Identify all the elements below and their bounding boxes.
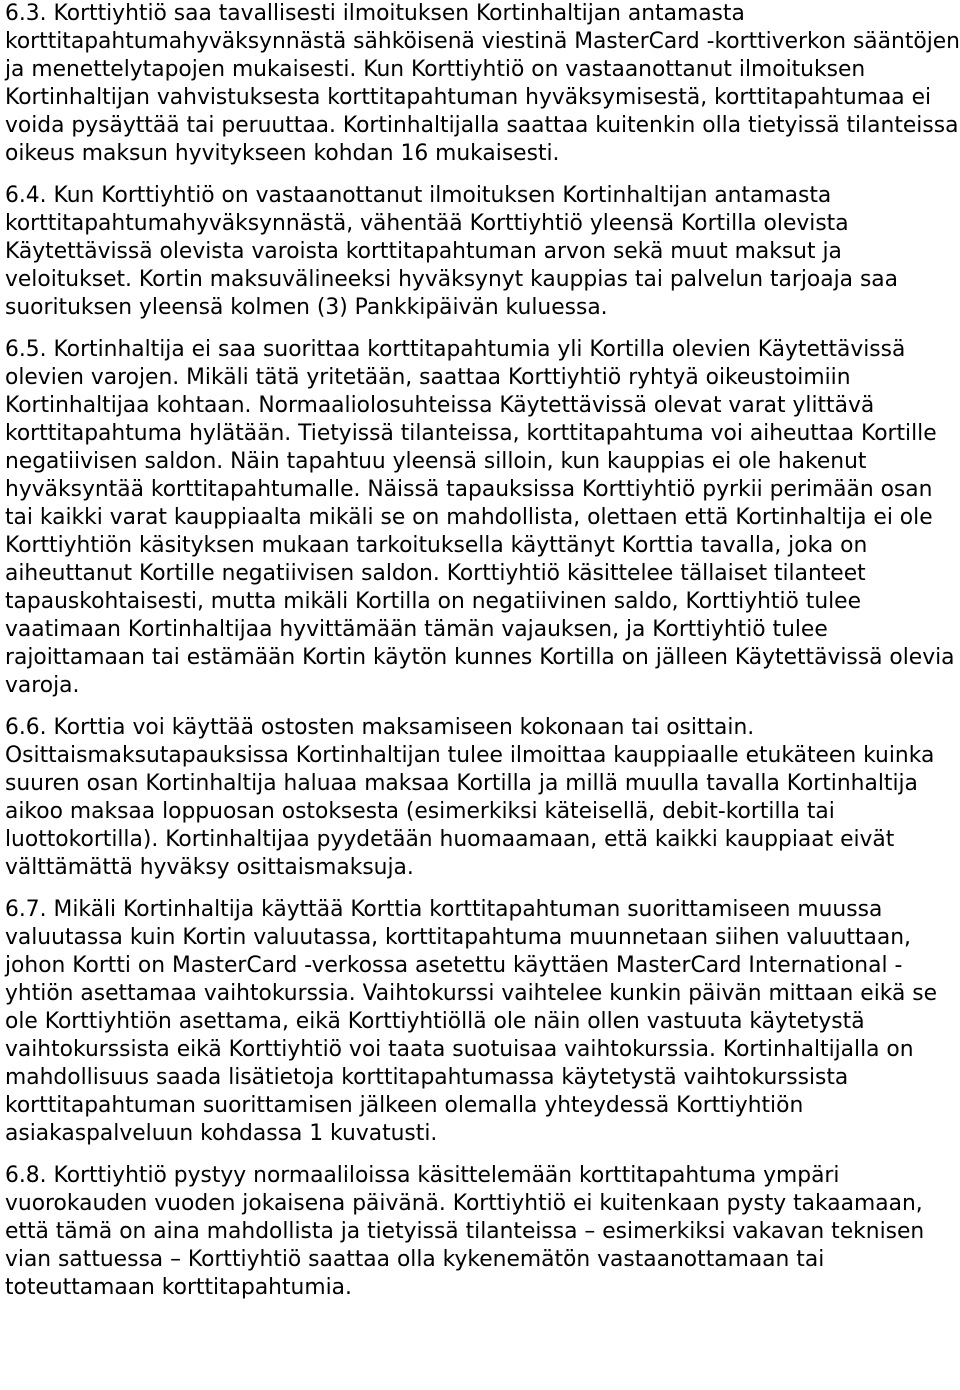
section-number: 6.5. <box>5 337 47 362</box>
section-6-3 <box>5 0 960 168</box>
section-number: 6.7. <box>5 897 47 922</box>
section-text: Mikäli Kortinhaltija käyttää Korttia korttitapahtuman suorittamiseen muussa valuutassa kuin Kortin valuutassa, korttitapahtuma muunnetaan siihen valuuttaan, johon Kortti on MasterCard -verkossa asetettu käyttäen MasterCard International -yhtiön asettamaa vaihtokurssia. Vaihtokurssi vaihtelee kunkin päivän mittaan eikä se ole Korttiyhtiön asettama, eikä Korttiyhtiöllä ole näin ollen vastuuta käytetystä vaihtokurssista eikä Korttiyhtiö voi taata suotuisaa vaihtokurssia. Kortinhaltijalla on mahdollisuus saada lisätietoja korttitapahtumassa käytetystä vaihtokurssista korttitapahtuman suorittamisen jälkeen olemalla yhteydessä Korttiyhtiön asiakaspalveluun kohdassa 1 kuvatusti. <box>5 897 938 1146</box>
section-text: Korttia voi käyttää ostosten maksamiseen kokonaan tai osittain. Osittaismaksutapauksissa Kortinhaltijan tulee ilmoittaa kauppiaalle etukäteen kuinka suuren osan Kortinhaltija haluaa maksaa Kortilla ja millä muulla tavalla Kortinhaltija aikoo maksaa loppuosan ostoksesta (esimerkiksi käteisellä, debit-kortilla tai luottokortilla). Kortinhaltijaa pyydetään huomaamaan, että kaikki kauppiaat eivät välttämättä hyväksy osittaismaksuja. <box>5 715 935 880</box>
section-text: Kun Korttiyhtiö on vastaanottanut ilmoituksen Kortinhaltijan antamasta korttitapahtumahyväksynnästä, vähentää Korttiyhtiö yleensä Kortilla olevista Käytettävissä olevista varoista korttitapahtuman arvon sekä muut maksut ja veloitukset. Kortin maksuvälineeksi hyväksynyt kauppias tai palvelun tarjoaja saa suorituksen yleensä kolmen (3) Pankkipäivän kuluessa. <box>5 183 899 320</box>
section-text: Kortinhaltija ei saa suorittaa korttitapahtumia yli Kortilla olevien Käytettävissä olevien varojen. Mikäli tätä yritetään, saattaa Korttiyhtiö ryhtyä oikeustoimiin Kortinhaltijaa kohtaan. Normaaliolosuhteissa Käytettävissä olevat varat ylittävä korttitapahtuma hylätään. Tietyissä tilanteissa, korttitapahtuma voi aiheuttaa Kortille negatiivisen saldon. Näin tapahtuu yleensä silloin, kun kauppias ei ole hakenut hyväksyntää korttitapahtumalle. Näissä tapauksissa Korttiyhtiö pyrkii perimään osan tai kaikki varat kauppiaalta mikäli se on mahdollista, olettaen että Kortinhaltija ei ole Korttiyhtiön käsityksen mukaan tarkoituksella käyttänyt Korttia tavalla, joka on aiheuttanut Kortille negatiivisen saldon. Korttiyhtiö käsittelee tällaiset tilanteet tapauskohtaisesti, mutta mikäli Kortilla on negatiivinen saldo, Korttiyhtiö tulee vaatimaan Kortinhaltijaa hyvittämään tämän vajauksen, ja Korttiyhtiö tulee rajoittamaan tai estämään Kortin käytön kunnes Kortilla on jälleen Käytettävissä olevia varoja. <box>5 337 955 698</box>
section-text: Korttiyhtiö saa tavallisesti ilmoituksen Kortinhaltijan antamasta korttitapahtumahyväksynnästä sähköisenä viestinä MasterCard -korttiverkon sääntöjen ja menettelytapojen mukaisesti. Kun Korttiyhtiö on vastaanottanut ilmoituksen Kortinhaltijan vahvistuksesta korttitapahtuman hyväksymisestä, korttitapahtumaa ei voida pysäyttää tai peruuttaa. Kortinhaltijalla saattaa kuitenkin olla tietyissä tilanteissa oikeus maksun hyvitykseen kohdan 16 mukaisesti. <box>5 1 960 166</box>
section-6-7 <box>5 896 960 1148</box>
section-number: 6.8. <box>5 1163 47 1188</box>
section-6-8 <box>5 1162 960 1302</box>
section-6-5 <box>5 336 960 700</box>
section-number: 6.3. <box>5 1 47 26</box>
section-6-4 <box>5 182 960 322</box>
section-number: 6.6. <box>5 715 47 740</box>
section-text: Korttiyhtiö pystyy normaaliloissa käsittelemään korttitapahtuma ympäri vuorokauden vuoden jokaisena päivänä. Korttiyhtiö ei kuitenkaan pysty takaamaan, että tämä on aina mahdollista ja tietyissä tilanteissa – esimerkiksi vakavan teknisen vian sattuessa – Korttiyhtiö saattaa olla kykenemätön vastaanottamaan tai toteuttamaan korttitapahtumia. <box>5 1163 925 1300</box>
section-6-6 <box>5 714 960 882</box>
section-number: 6.4. <box>5 183 47 208</box>
